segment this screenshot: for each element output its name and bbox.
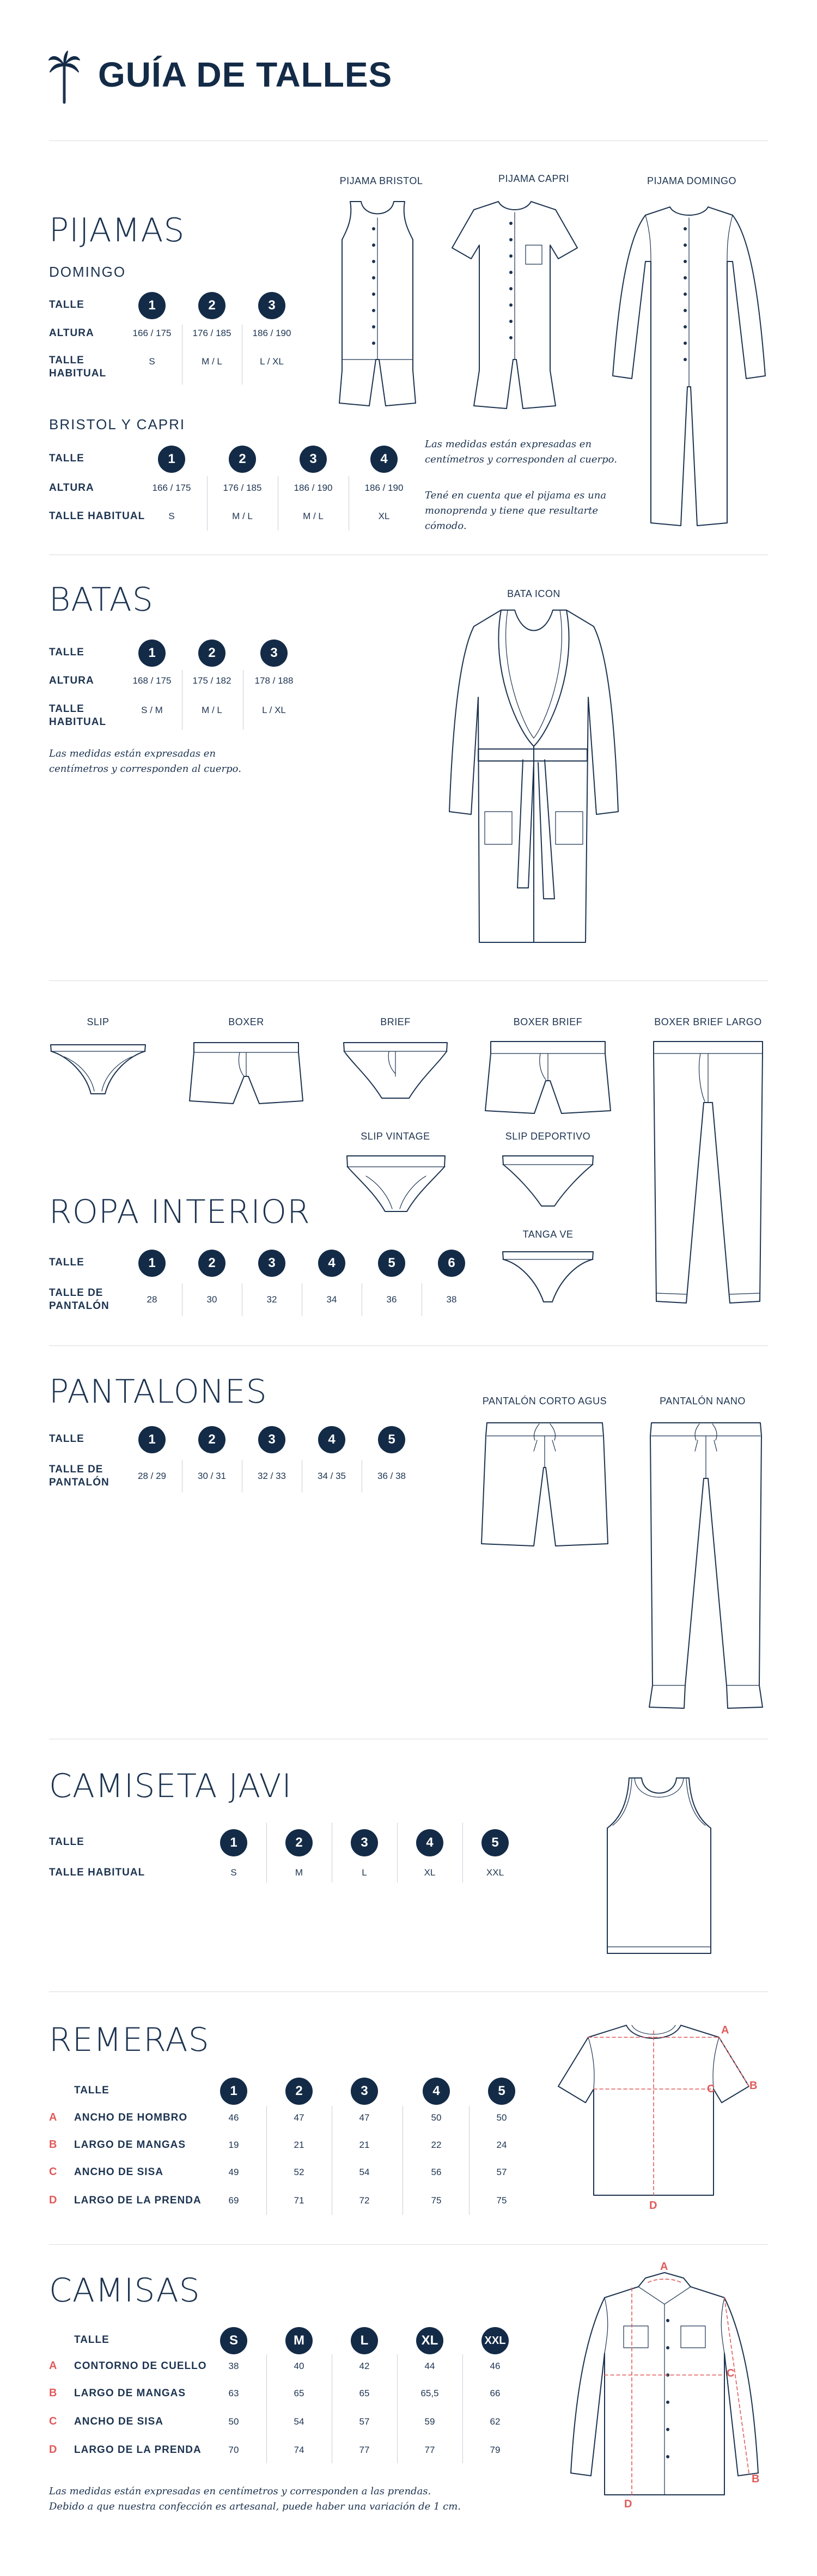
row-label-talle-pantalon: TALLE DE PANTALÓN — [49, 1287, 109, 1312]
measure-value: 24 — [496, 2140, 507, 2150]
size-badge: 2 — [285, 1829, 313, 1856]
pantalon-nano-illustration — [646, 1418, 766, 1713]
section-title-camisas: CAMISAS — [49, 2271, 200, 2310]
note-monoprenda: Tené en cuenta que el pijama es una monoprenda y tiene que resultarte cómodo. — [425, 490, 607, 532]
slip-vintage-illustration — [344, 1152, 448, 1217]
size-badge: 1 — [138, 640, 166, 667]
size-badge: XL — [416, 2327, 443, 2354]
pantalon-value: 36 / 38 — [377, 1471, 406, 1481]
pantalon-value: 32 / 33 — [258, 1471, 286, 1481]
row-label-largo-de-mangas: LARGO DE MANGAS — [74, 2388, 186, 2399]
pantalon-value: 30 — [206, 1294, 217, 1305]
column-separator — [266, 2106, 267, 2215]
measure-value: 40 — [294, 2361, 304, 2371]
size-badge: 2 — [198, 292, 225, 319]
row-label-talle: TALLE — [49, 647, 84, 658]
note-medidas-cuerpo: Las medidas están expresadas en centímetros y corresponden al cuerpo. — [425, 439, 617, 465]
pantalon-value: 28 / 29 — [138, 1471, 166, 1481]
size-badge: 5 — [378, 1250, 405, 1277]
altura-value: 168 / 175 — [132, 675, 172, 686]
product-label-pijama-domingo: PIJAMA DOMINGO — [647, 175, 737, 186]
habitual-value: L — [362, 1867, 367, 1878]
row-label-ancho-de-sisa: ANCHO DE SISA — [74, 2166, 163, 2178]
product-label-pijama-capri: PIJAMA CAPRI — [498, 173, 570, 184]
column-separator — [266, 2354, 267, 2463]
habitual-value: M / L — [202, 705, 222, 715]
size-badge: 4 — [416, 1829, 443, 1856]
size-badge: 3 — [258, 1250, 285, 1277]
habitual-value: S — [230, 1867, 237, 1878]
measure-value: 70 — [228, 2445, 239, 2455]
product-label-boxer-brief-largo: BOXER BRIEF LARGO — [654, 1016, 762, 1027]
size-badge: 2 — [198, 640, 225, 667]
size-badge: 1 — [138, 1426, 166, 1453]
product-label-boxer: BOXER — [228, 1016, 264, 1027]
measure-value: 71 — [294, 2195, 304, 2206]
size-badge: 5 — [378, 1426, 405, 1453]
altura-value: 176 / 185 — [192, 328, 231, 338]
column-separator — [266, 1823, 267, 1883]
row-label-altura: ALTURA — [49, 675, 94, 686]
product-label-brief: BRIEF — [380, 1016, 411, 1027]
size-badge: 2 — [198, 1250, 225, 1277]
product-label-slip-vintage: SLIP VINTAGE — [361, 1131, 430, 1142]
tanga-ve-illustration — [500, 1247, 596, 1307]
measure-value: 19 — [228, 2140, 239, 2150]
diagram-letter-a: A — [660, 2261, 668, 2273]
camiseta-javi-illustration — [605, 1774, 714, 1959]
pantalon-corto-agus-illustration — [480, 1418, 609, 1549]
measure-value: 50 — [228, 2416, 239, 2427]
pantalon-value: 30 / 31 — [198, 1471, 226, 1481]
habitual-value: XL — [424, 1867, 436, 1878]
measure-value: 47 — [359, 2112, 370, 2123]
row-label-contorno-de-cuello: CONTORNO DE CUELLO — [74, 2360, 207, 2372]
pantalon-value: 32 — [266, 1294, 277, 1305]
measure-value: 54 — [294, 2416, 304, 2427]
row-label-ancho-de-sisa: ANCHO DE SISA — [74, 2416, 163, 2427]
slip-deportivo-illustration — [500, 1152, 596, 1211]
product-label-pantalon-corto-agus: PANTALÓN CORTO AGUS — [482, 1396, 607, 1406]
altura-value: 178 / 188 — [254, 675, 294, 686]
column-separator — [469, 2106, 470, 2215]
altura-value: 166 / 175 — [152, 483, 191, 493]
size-badge: M — [285, 2327, 313, 2354]
row-label-talle-habitual: TALLE HABITUAL — [49, 1867, 145, 1878]
size-badge: 4 — [423, 2078, 450, 2105]
pantalon-value: 38 — [446, 1294, 457, 1305]
measure-value: 57 — [359, 2416, 370, 2427]
measure-letter-c: C — [49, 2415, 57, 2427]
product-label-boxer-brief: BOXER BRIEF — [513, 1016, 583, 1027]
row-label-ancho-de-hombro: ANCHO DE HOMBRO — [74, 2112, 188, 2123]
note-medidas-prendas: Las medidas están expresadas en centímetros y corresponden a las prendas. Debido a que nuestra confección es artesanal, puede haber una variación de 1 cm. — [49, 2486, 461, 2512]
row-label-talle: TALLE — [49, 1836, 84, 1848]
measure-value: 54 — [359, 2167, 370, 2177]
altura-value: 186 / 190 — [252, 328, 291, 338]
measure-letter-a: A — [49, 2111, 57, 2123]
measure-value: 50 — [496, 2112, 507, 2123]
pijama-bristol-illustration — [331, 196, 424, 414]
pantalon-value: 28 — [147, 1294, 157, 1305]
size-badge: 1 — [138, 292, 166, 319]
altura-value: 166 / 175 — [132, 328, 172, 338]
habitual-value: L / XL — [260, 356, 284, 367]
section-title-camiseta-javi: CAMISETA JAVI — [49, 1767, 292, 1805]
product-label-tanga-ve: TANGA VE — [522, 1229, 574, 1240]
row-label-talle-pantalon: TALLE DE PANTALÓN — [49, 1464, 109, 1488]
product-label-slip-deportivo: SLIP DEPORTIVO — [505, 1131, 591, 1142]
habitual-value: S — [168, 511, 175, 521]
measure-value: 49 — [228, 2167, 239, 2177]
row-label-talle: TALLE — [74, 2085, 109, 2096]
habitual-value: XL — [378, 511, 390, 521]
pijama-domingo-illustration — [610, 196, 768, 534]
measure-value: 50 — [431, 2112, 442, 2123]
size-badge: 4 — [318, 1426, 345, 1453]
row-label-largo-de-la-prenda: LARGO DE LA PRENDA — [74, 2444, 202, 2456]
size-badge: 3 — [300, 446, 327, 473]
diagram-letter-d: D — [624, 2498, 632, 2510]
subtitle-bristol-capri: BRISTOL Y CAPRI — [49, 416, 186, 433]
measure-letter-a: A — [49, 2360, 57, 2372]
measure-value: 46 — [490, 2361, 501, 2371]
size-badge: 3 — [260, 640, 288, 667]
section-title-pantalones: PANTALONES — [49, 1373, 267, 1411]
diagram-letter-b: B — [752, 2473, 760, 2485]
measure-value: 65 — [294, 2388, 304, 2398]
pantalon-value: 36 — [386, 1294, 397, 1305]
boxer-brief-illustration — [483, 1037, 613, 1119]
column-separator — [397, 1823, 398, 1883]
size-badge: 4 — [370, 446, 398, 473]
row-label-largo-de-la-prenda: LARGO DE LA PRENDA — [74, 2195, 202, 2206]
measure-value: 66 — [490, 2388, 501, 2398]
remera-measure-diagram — [556, 2015, 763, 2212]
habitual-value: M — [295, 1867, 303, 1878]
size-badge: 3 — [351, 2078, 378, 2105]
measure-value: 75 — [431, 2195, 442, 2206]
habitual-value: M / L — [232, 511, 253, 521]
measure-value: 42 — [359, 2361, 370, 2371]
product-label-slip: SLIP — [87, 1016, 109, 1027]
section-title-pijamas: PIJAMAS — [49, 211, 185, 249]
habitual-value: S — [149, 356, 155, 367]
page-title: GUÍA DE TALLES — [98, 55, 393, 94]
product-label-pijama-bristol: PIJAMA BRISTOL — [339, 175, 423, 186]
size-badge: 1 — [138, 1250, 166, 1277]
palm-tree-icon — [48, 50, 81, 105]
measure-value: 44 — [424, 2361, 435, 2371]
measure-value: 21 — [359, 2140, 370, 2150]
row-label-talle: TALLE — [49, 299, 84, 310]
measure-value: 72 — [359, 2195, 370, 2206]
subtitle-domingo: DOMINGO — [49, 264, 126, 280]
size-badge: 3 — [258, 292, 285, 319]
size-badge: 4 — [318, 1250, 345, 1277]
size-badge: 1 — [158, 446, 185, 473]
measure-value: 75 — [496, 2195, 507, 2206]
altura-value: 186 / 190 — [364, 483, 404, 493]
bata-icon-illustration — [447, 605, 621, 953]
size-badge: 3 — [351, 1829, 378, 1856]
measure-value: 46 — [228, 2112, 239, 2123]
measure-value: 59 — [424, 2416, 435, 2427]
section-title-batas: BATAS — [49, 581, 154, 619]
size-badge: L — [351, 2327, 378, 2354]
size-badge: 2 — [229, 446, 256, 473]
habitual-value: M / L — [202, 356, 222, 367]
size-badge: XXL — [481, 2327, 509, 2354]
measure-value: 69 — [228, 2195, 239, 2206]
measure-value: 22 — [431, 2140, 442, 2150]
altura-value: 175 / 182 — [192, 675, 231, 686]
product-label-pantalon-nano: PANTALÓN NANO — [660, 1396, 746, 1406]
size-badge: 3 — [258, 1426, 285, 1453]
diagram-letter-a: A — [721, 2024, 729, 2036]
measure-value: 38 — [228, 2361, 239, 2371]
brief-illustration — [341, 1038, 450, 1104]
column-separator — [462, 1823, 463, 1883]
measure-value: 65 — [359, 2388, 370, 2398]
pantalon-value: 34 — [326, 1294, 337, 1305]
altura-value: 186 / 190 — [294, 483, 333, 493]
measure-value: 47 — [294, 2112, 304, 2123]
column-separator — [397, 2354, 398, 2463]
measure-value: 62 — [490, 2416, 501, 2427]
boxer-brief-largo-illustration — [648, 1037, 768, 1310]
diagram-letter-d: D — [649, 2200, 657, 2212]
diagram-letter-b: B — [749, 2080, 758, 2092]
measure-value: 63 — [228, 2388, 239, 2398]
habitual-value: L / XL — [262, 705, 286, 715]
size-badge: 2 — [285, 2078, 313, 2105]
measure-value: 52 — [294, 2167, 304, 2177]
size-badge: S — [220, 2327, 247, 2354]
measure-value: 56 — [431, 2167, 442, 2177]
measure-value: 79 — [490, 2445, 501, 2455]
note-medidas-cuerpo: Las medidas están expresadas en centímetros y corresponden al cuerpo. — [49, 748, 241, 775]
row-label-altura: ALTURA — [49, 482, 94, 494]
size-badge: 5 — [481, 1829, 509, 1856]
measure-letter-d: D — [49, 2194, 57, 2206]
section-title-ropa-interior: ROPA INTERIOR — [49, 1193, 310, 1231]
size-badge: 1 — [220, 2078, 247, 2105]
row-label-talle-habitual: TALLE HABITUAL — [49, 355, 107, 379]
measure-letter-b: B — [49, 2387, 57, 2399]
column-separator — [207, 476, 208, 531]
altura-value: 176 / 185 — [223, 483, 262, 493]
diagram-letter-c: C — [727, 2367, 735, 2379]
size-badge: 1 — [220, 1829, 247, 1856]
measure-value: 77 — [424, 2445, 435, 2455]
row-label-altura: ALTURA — [49, 327, 94, 339]
boxer-illustration — [188, 1038, 304, 1109]
measure-letter-c: C — [49, 2166, 57, 2178]
divider — [49, 2244, 768, 2245]
size-badge: 5 — [488, 2078, 515, 2105]
habitual-value: S / M — [141, 705, 163, 715]
row-label-talle: TALLE — [49, 1257, 84, 1268]
habitual-value: M / L — [303, 511, 324, 521]
pantalon-value: 34 / 35 — [318, 1471, 346, 1481]
habitual-value: XXL — [486, 1867, 504, 1878]
size-badge: 6 — [438, 1250, 465, 1277]
measure-value: 21 — [294, 2140, 304, 2150]
size-badge: 2 — [198, 1426, 225, 1453]
slip-illustration — [48, 1039, 148, 1099]
measure-letter-d: D — [49, 2444, 57, 2456]
camisa-measure-diagram — [566, 2266, 763, 2506]
row-label-talle-habitual: TALLE HABITUAL — [49, 510, 145, 522]
column-separator — [462, 2354, 463, 2463]
divider — [49, 1345, 768, 1346]
diagram-letter-c: C — [707, 2083, 715, 2095]
measure-value: 65,5 — [420, 2388, 439, 2398]
section-title-remeras: REMERAS — [49, 2021, 210, 2059]
measure-value: 57 — [496, 2167, 507, 2177]
row-label-talle-habitual: TALLE HABITUAL — [49, 703, 107, 728]
measure-letter-b: B — [49, 2139, 57, 2151]
measure-value: 74 — [294, 2445, 304, 2455]
pijama-capri-illustration — [447, 196, 583, 414]
measure-value: 77 — [359, 2445, 370, 2455]
row-label-largo-de-mangas: LARGO DE MANGAS — [74, 2139, 186, 2151]
row-label-talle: TALLE — [74, 2334, 109, 2346]
product-label-bata-icon: BATA ICON — [507, 588, 560, 599]
row-label-talle: TALLE — [49, 453, 84, 464]
row-label-talle: TALLE — [49, 1433, 84, 1445]
